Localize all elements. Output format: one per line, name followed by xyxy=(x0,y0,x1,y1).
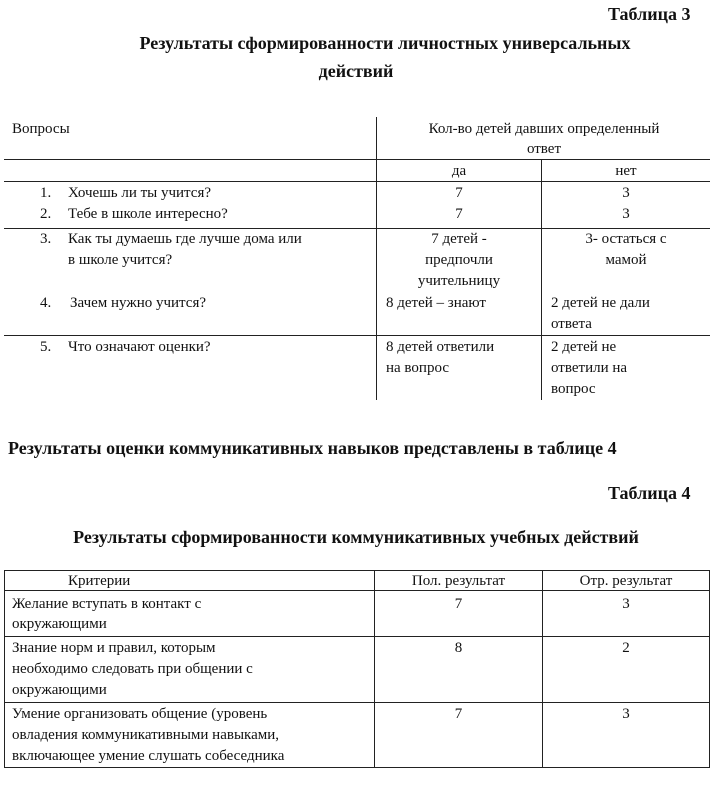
table3-row-no-line1: 3- остаться с xyxy=(585,231,667,247)
table4-row-criteria-line1: Знание норм и правил, которым xyxy=(12,640,216,656)
table4-title: Результаты сформированности коммуникативных учебных действий xyxy=(73,527,639,547)
table3-title-line2: действий xyxy=(318,61,394,81)
table3-row-num: 3. xyxy=(40,231,52,247)
table3-header-count-line1: Кол-во детей давших определенный xyxy=(428,121,660,137)
table3-row-num: 4. xyxy=(40,295,52,311)
table3-row-no-line1: 2 детей не дали xyxy=(551,295,650,311)
table3-title-line1: Результаты сформированности личностных универсальных xyxy=(139,33,631,53)
table3-header-questions: Вопросы xyxy=(12,121,70,137)
table4-header-positive: Пол. результат xyxy=(411,573,506,589)
table3-row-no-line3: вопрос xyxy=(551,381,596,397)
table3-row-question: Зачем нужно учится? xyxy=(70,295,207,311)
table3-row-yes: 7 xyxy=(455,185,463,201)
table4-row-criteria-line2: окружающими xyxy=(12,616,107,632)
table3-row-no-line2: ответили на xyxy=(551,360,628,376)
table3-row-yes: 8 детей – знают xyxy=(386,295,486,311)
table4-header-negative: Отр. результат xyxy=(579,573,673,589)
table3-row-yes-line1: 7 детей - xyxy=(431,231,487,247)
table3-row-no-line1: 2 детей не xyxy=(551,339,617,355)
table4-row-negative: 3 xyxy=(622,706,630,722)
table3-row-yes-line2: предпочли xyxy=(425,252,493,268)
table4-row-criteria-line1: Желание вступать в контакт с xyxy=(12,596,202,612)
table3-row-no-line2: мамой xyxy=(605,252,647,268)
table4-row-criteria-line1: Умение организовать общение (уровень xyxy=(12,706,268,722)
table3-row-yes-line2: на вопрос xyxy=(386,360,449,376)
table4-row-criteria-line2: овладения коммуникативными навыками, xyxy=(12,727,280,743)
table3-row-yes-line1: 8 детей ответили xyxy=(386,339,495,355)
table3-row-num: 2. xyxy=(40,206,52,222)
table3-row-question: Что означают оценки? xyxy=(68,339,211,355)
table3-row-question-line2: в школе учится? xyxy=(68,252,173,268)
table3-row-question: Тебе в школе интересно? xyxy=(68,206,228,222)
intro-text: Результаты оценки коммуникативных навыков представлены в таблице 4 xyxy=(8,438,617,458)
table4-header-criteria: Критерии xyxy=(68,573,131,589)
table3-header-count-line2: ответ xyxy=(526,141,562,157)
table3-row-yes-line3: учительницу xyxy=(417,273,501,289)
table3-row-no: 3 xyxy=(622,206,630,222)
table3-label: Таблица 3 xyxy=(608,4,691,24)
table4-row-negative: 2 xyxy=(622,640,630,656)
table3-row-no-line2: ответа xyxy=(551,316,592,332)
table4-label: Таблица 4 xyxy=(608,483,691,503)
table3-header-no: нет xyxy=(615,163,637,179)
table3-row-no: 3 xyxy=(622,185,630,201)
table3-row-yes: 7 xyxy=(455,206,463,222)
table3-row-num: 5. xyxy=(40,339,52,355)
table3-row-question-line1: Как ты думаешь где лучше дома или xyxy=(68,231,302,247)
table3-row-question: Хочешь ли ты учится? xyxy=(68,185,212,201)
table4-row-criteria-line2: необходимо следовать при общении с xyxy=(12,661,253,677)
table3-header-yes: да xyxy=(451,163,467,179)
table4-row-negative: 3 xyxy=(622,596,630,612)
table4-row-positive: 7 xyxy=(454,596,463,612)
table4-row-positive: 8 xyxy=(454,640,463,656)
table4-row-criteria-line3: включающее умение слушать собеседника xyxy=(12,748,285,764)
table4-row-criteria-line3: окружающими xyxy=(12,682,107,698)
table3-row-num: 1. xyxy=(40,185,52,201)
table4-row-positive: 7 xyxy=(454,706,463,722)
